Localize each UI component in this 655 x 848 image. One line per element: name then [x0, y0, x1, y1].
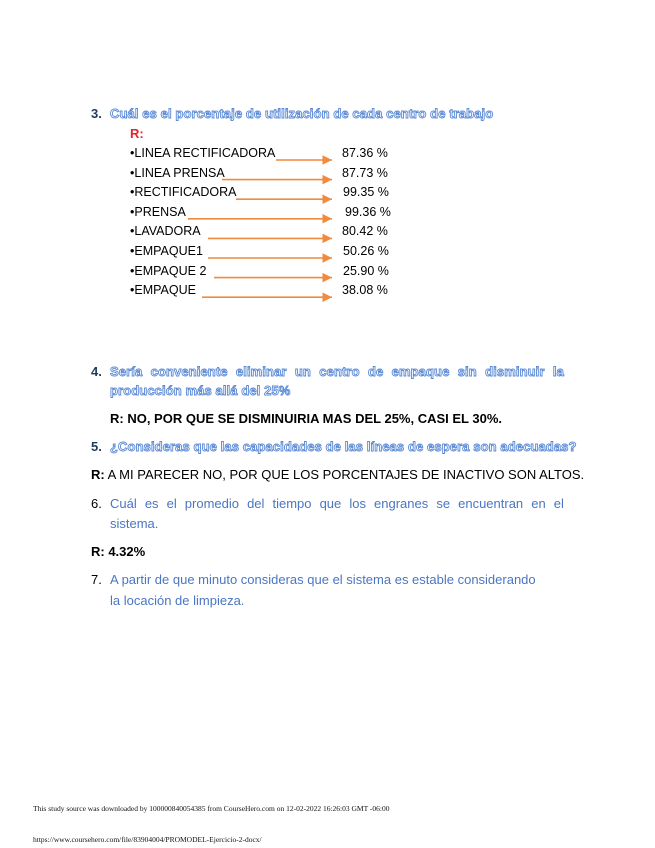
bullet-icon: • [130, 185, 135, 200]
q6-question-line1 [110, 496, 564, 511]
word: es [144, 496, 159, 511]
word: del [247, 496, 265, 511]
word: promedio [184, 496, 239, 511]
word: se [436, 496, 451, 511]
q3-item-value: 99.36 % [345, 204, 391, 219]
bullet-icon: • [130, 263, 135, 278]
word: de [367, 364, 384, 379]
word: el [166, 496, 177, 511]
q3-item-label: LINEA RECTIFICADORA [134, 146, 276, 160]
q3-item-label: PRENSA [134, 204, 186, 219]
word: eliminar [235, 364, 287, 379]
q3-item-label: LINEA PRENSA [134, 165, 225, 180]
q4-question-line1 [110, 364, 564, 379]
word: disminuir [485, 364, 545, 379]
word: en [531, 496, 546, 511]
q3-item-value: 87.36 % [342, 146, 388, 160]
word: Cuál [110, 496, 137, 511]
q3-item-label: EMPAQUE [134, 283, 196, 298]
word: encuentran [458, 496, 524, 511]
bullet-icon: • [130, 204, 135, 219]
word: la [552, 364, 564, 379]
word: centro [319, 364, 360, 379]
bullet-icon: • [130, 244, 135, 258]
q3-item-value: 87.73 % [342, 165, 388, 180]
word: los [349, 496, 366, 511]
word: engranes [374, 496, 429, 511]
bullet-icon: • [130, 224, 135, 239]
q3-item-value: 80.42 % [342, 224, 388, 239]
bullet-icon: • [130, 165, 135, 180]
q4-number: 4. [91, 364, 102, 379]
q6-answer: R: 4.32% [91, 544, 146, 559]
footer-url[interactable]: https://www.coursehero.com/file/83904004/PROMODEL-Ejercicio-2-docx/ [33, 835, 262, 844]
bullet-icon: • [130, 283, 135, 298]
word: un [294, 364, 311, 379]
q3-item-label: RECTIFICADORA [134, 185, 237, 200]
q7-number: 7. [91, 572, 102, 587]
q3-item-value: 25.90 % [343, 263, 389, 278]
q6-question-line2: sistema. [110, 516, 159, 531]
q3-item-value: 50.26 % [343, 244, 389, 258]
q3-item-label: LAVADORA [134, 224, 201, 239]
q3-item-label: EMPAQUE1 [134, 244, 203, 258]
q5-question: ¿Consideras que las capacidades de las líneas de espera son adecuadas? [110, 439, 577, 454]
word: sin [457, 364, 477, 379]
q3-item-value: 38.08 % [342, 283, 388, 298]
q5-answer-label: R: [91, 467, 105, 482]
q7-question-line2: la locación de limpieza. [110, 593, 245, 608]
word: conveniente [150, 364, 228, 379]
q3-question: Cuál es el porcentaje de utilización de cada centro de trabajo [110, 106, 494, 121]
bullet-icon: • [130, 146, 135, 160]
word: empaque [391, 364, 450, 379]
word: que [319, 496, 342, 511]
q4-answer: R: NO, POR QUE SE DISMINUIRIA MAS DEL 25%, CASI EL 30%. [110, 411, 502, 426]
q3-answer-label: R: [130, 126, 144, 141]
word: Sería [110, 364, 143, 379]
q4-question-line2: producción más allá del 25% [110, 383, 291, 398]
q3-item-label: EMPAQUE 2 [134, 263, 207, 278]
q3-item-value: 99.35 % [343, 185, 389, 200]
q7-question-line1: A partir de que minuto consideras que el sistema es estable considerando [110, 572, 536, 587]
word: tiempo [272, 496, 312, 511]
q6-number: 6. [91, 496, 102, 511]
q5-answer-text: A MI PARECER NO, POR QUE LOS PORCENTAJES DE INACTIVO SON ALTOS. [104, 467, 585, 482]
footer-download-note: This study source was downloaded by 100000840054385 from CourseHero.com on 12-02-2022 16:26:03 GMT -06:00 [33, 804, 390, 813]
word: el [553, 496, 564, 511]
q5-answer [91, 467, 584, 482]
q3-number: 3. [91, 106, 102, 121]
q5-number: 5. [91, 439, 102, 454]
